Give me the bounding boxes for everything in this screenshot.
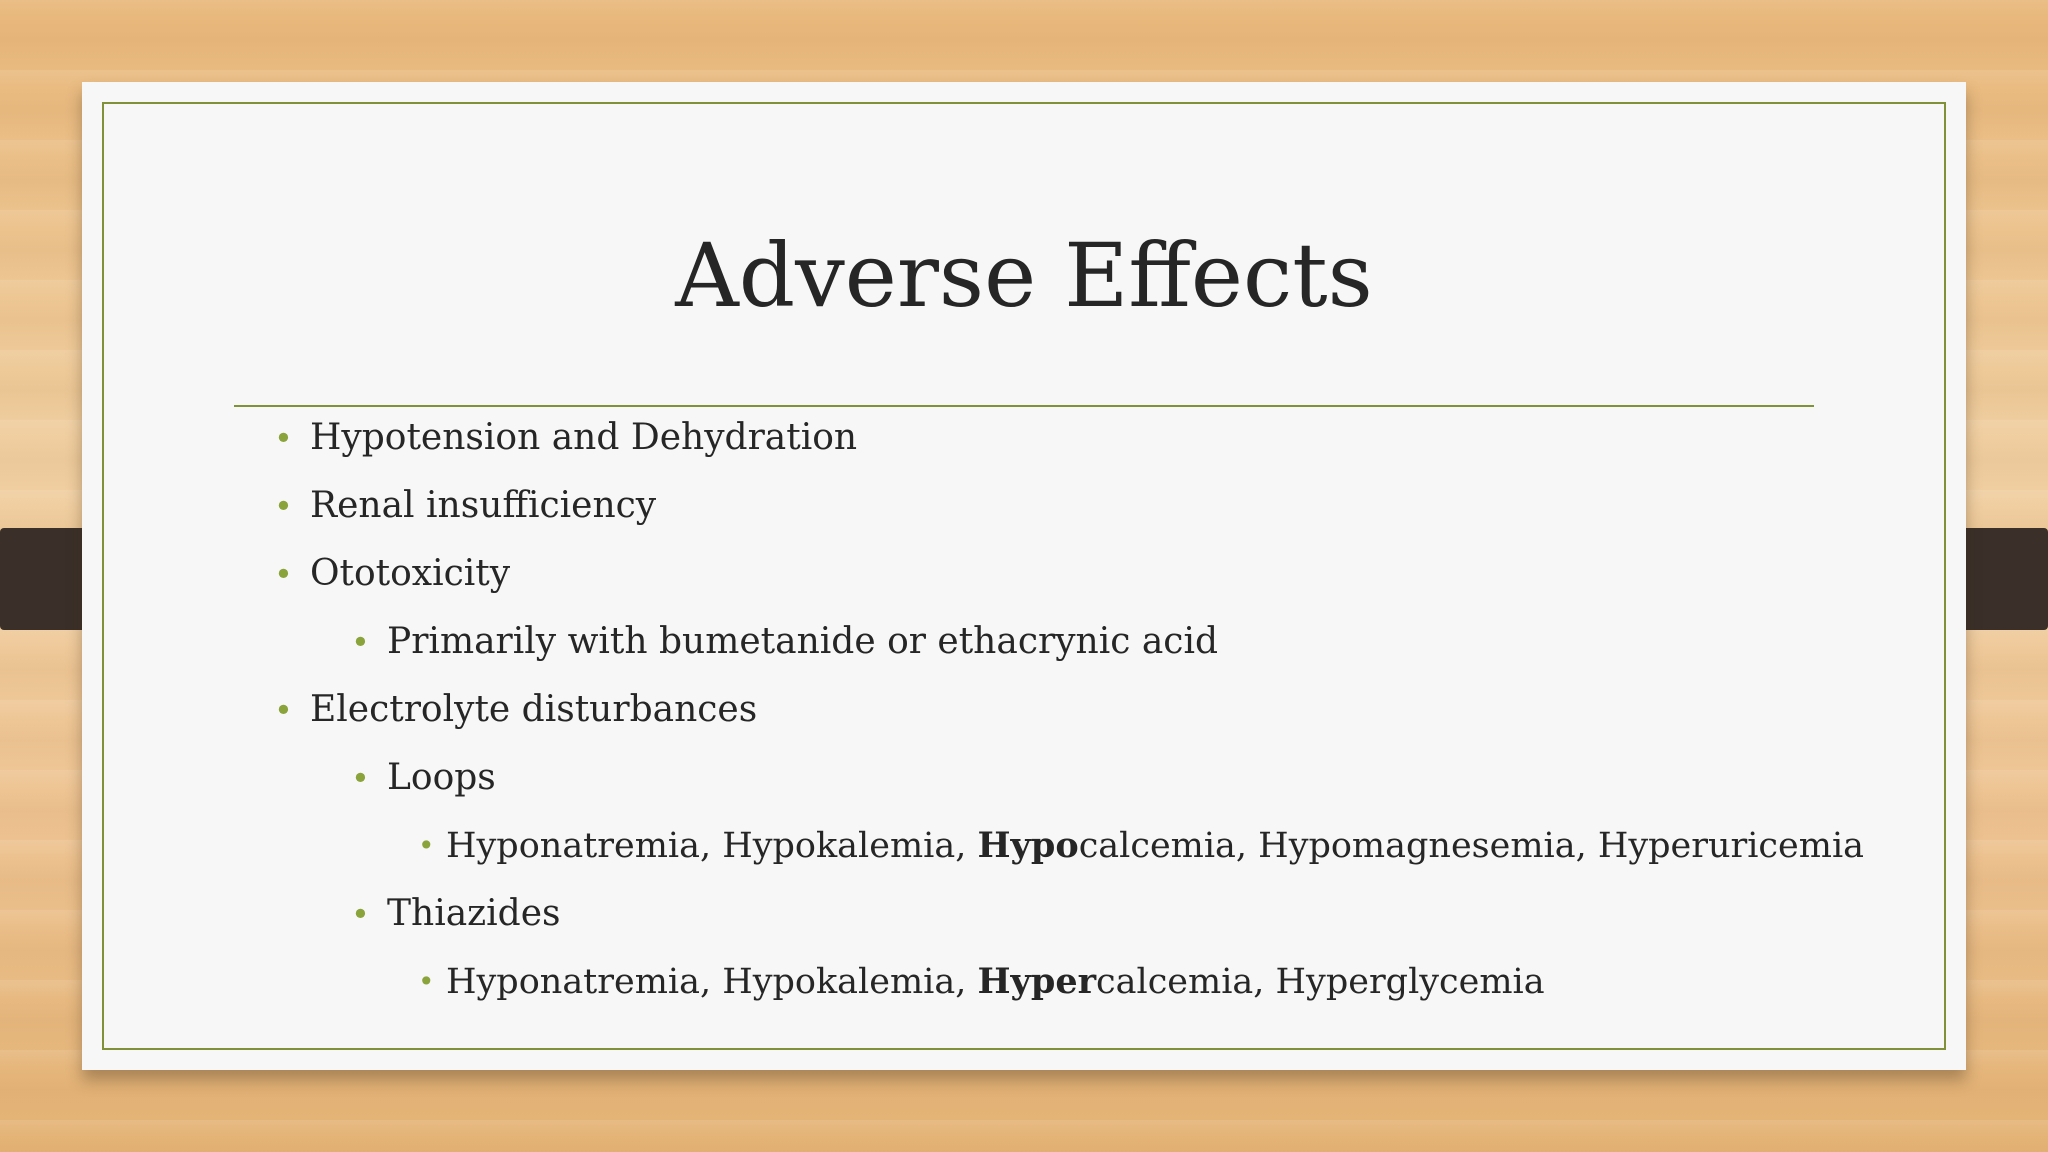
- bullet-item: [351, 620, 1219, 664]
- bullet-item: [274, 484, 657, 528]
- bullet-text: Primarily with bumetanide or ethacrynic acid: [387, 621, 1219, 662]
- bullet-item: [274, 416, 858, 460]
- bullet-text: Renal insufficiency: [310, 485, 657, 526]
- bullet-icon: •: [351, 759, 370, 797]
- bullet-icon: •: [351, 623, 370, 661]
- bullet-icon: •: [418, 829, 435, 862]
- bullet-text-bold: Hypo: [977, 825, 1079, 866]
- bullet-text-bold: Hyper: [977, 961, 1097, 1002]
- bullet-text-post: calcemia, Hyperglycemia: [1096, 962, 1545, 1002]
- bullet-text-pre: Hyponatremia, Hypokalemia,: [446, 826, 978, 866]
- bullet-icon: •: [274, 419, 293, 457]
- bullet-item: [274, 688, 758, 732]
- bullet-item: [418, 960, 1545, 1004]
- bullet-item: [351, 756, 496, 800]
- slide: [82, 82, 1966, 1070]
- bullet-item: [418, 824, 1864, 868]
- bullet-text: Electrolyte disturbances: [310, 689, 758, 730]
- bullet-icon: •: [418, 965, 435, 998]
- bullet-icon: •: [351, 895, 370, 933]
- bullet-text: Loops: [387, 757, 496, 798]
- bullet-text-pre: Hyponatremia, Hypokalemia,: [446, 962, 978, 1002]
- bullet-text: Hypotension and Dehydration: [310, 417, 858, 458]
- slide-title: Adverse Effects: [675, 224, 1373, 327]
- bullet-text: Thiazides: [387, 893, 561, 934]
- bullet-item: [351, 892, 561, 936]
- bullet-item: [274, 552, 511, 596]
- bullet-icon: •: [274, 691, 293, 729]
- bullet-icon: •: [274, 487, 293, 525]
- bullet-text: Ototoxicity: [310, 553, 511, 594]
- bullet-icon: •: [274, 555, 293, 593]
- bullet-text-post: calcemia, Hypomagnesemia, Hyperuricemia: [1078, 826, 1864, 866]
- title-divider: [234, 405, 1814, 407]
